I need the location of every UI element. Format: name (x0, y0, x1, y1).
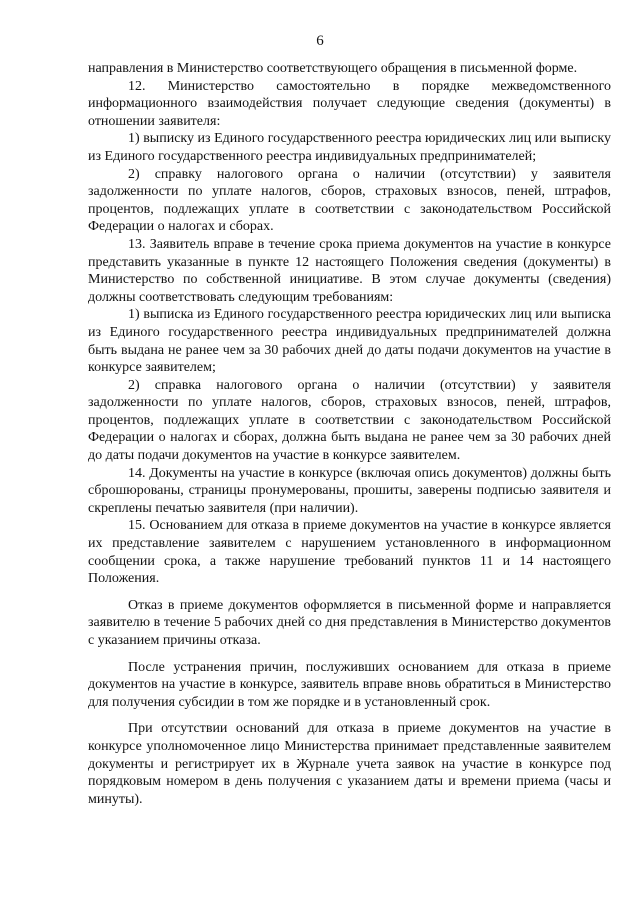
paragraph-continuation: направления в Министерство соответствующего обращения в письменной форме. (88, 61, 578, 76)
paragraph-item-12-2: 2) справку налогового органа о наличии (отсутствии) у заявителя задолженности по уплате налогов, сборов, страховых взносов, пеней, штрафов, процентов, подлежащих уплате в соответствии с законодательством Российской Федерации о налогах и сборах. (88, 166, 611, 235)
paragraph-item-13: 13. Заявитель вправе в течение срока приема документов на участие в конкурсе представить указанные в пункте 12 настоящего Положения сведения (документы) в Министерство по собственной инициативе. В этом случае документы (сведения) должны соответствовать следующим требованиям: (88, 236, 611, 305)
page-number: 6 (316, 33, 324, 49)
paragraph-item-12-1: 1) выписку из Единого государственного реестра юридических лиц или выписку из Единого государственного реестра индивидуальных предпринимателей; (88, 131, 611, 164)
paragraph-item-15: 15. Основанием для отказа в приеме документов на участие в конкурсе является их представление заявителем с нарушением установленного в информационном сообщении срока, а также нарушение требований пунктов 11 и 14 настоящего Положения. (88, 518, 611, 587)
paragraph-item-14: 14. Документы на участие в конкурсе (включая опись документов) должны быть сброшюрованы, страницы пронумерованы, прошиты, заверены подписью заявителя и скреплены печатью заявителя (при наличии). (88, 465, 611, 516)
paragraph-refusal: Отказ в приеме документов оформляется в письменной форме и направляется заявителю в течение 5 рабочих дней со дня представления в Министерство документов с указанием причины отказа. (88, 597, 611, 648)
paragraph-acceptance: При отсутствии оснований для отказа в приеме документов на участие в конкурсе уполномоченное лицо Министерства принимает представленные заявителем документы и регистрирует их в Журнале учета заявок на участие в конкурсе под порядковым номером в день получения с указанием даты и времени приема (часы и минуты). (88, 721, 611, 807)
document-body (88, 60, 611, 808)
paragraph-reapply: После устранения причин, послуживших основанием для отказа в приеме документов на участие в конкурсе, заявитель вправе вновь обратиться в Министерство для получения субсидии в том же порядке и в установленный срок. (88, 659, 611, 710)
paragraph-item-12: 12. Министерство самостоятельно в порядке межведомственного информационного взаимодействия получает следующие сведения (документы) в отношении заявителя: (88, 78, 611, 129)
paragraph-item-13-1: 1) выписка из Единого государственного реестра юридических лиц или выписка из Единого государственного реестра индивидуальных предпринимателей должна быть выдана не ранее чем за 30 рабочих дней до даты подачи документов на участие в конкурсе заявителем; (88, 307, 611, 376)
paragraph-item-13-2: 2) справка налогового органа о наличии (отсутствии) у заявителя задолженности по уплате налогов, сборов, страховых взносов, пеней, штрафов, процентов, подлежащих уплате в соответствии с законодательством Российской Федерации о налогах и сборах, должна быть выдана не ранее чем за 30 рабочих дней до даты подачи документов на участие в конкурсе заявителем. (88, 377, 611, 464)
